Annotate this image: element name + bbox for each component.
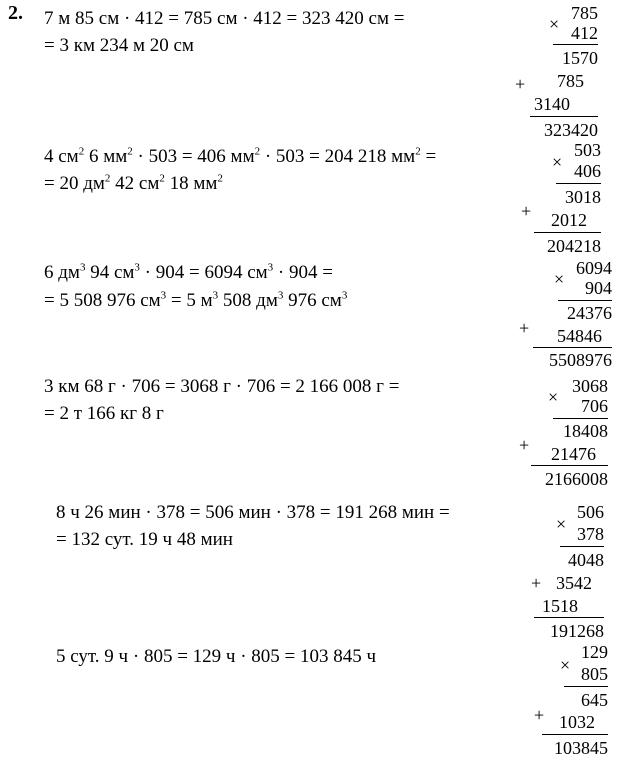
times-sign: × (560, 655, 571, 675)
partial-product: 21476 (551, 444, 596, 464)
multiplier: 805 (581, 664, 608, 684)
equation-2-line-1 (44, 146, 436, 168)
multiplier: 378 (577, 524, 604, 544)
equation-1-line-2 (44, 35, 194, 57)
product-result: 204218 (547, 236, 601, 256)
product-result: 5508976 (549, 350, 612, 370)
superscript: 3 (267, 261, 274, 274)
equation-text: 8 ч 26 мин · 378 = 506 мин · 378 = 191 268 мин = (56, 502, 450, 523)
equation-text: 7 м 85 см · 412 = 785 см · 412 = 323 420 см = (44, 8, 405, 29)
superscript: 2 (159, 172, 165, 185)
equation-3-line-2 (44, 290, 347, 312)
superscript: 3 (212, 289, 219, 302)
partial-product: 645 (581, 690, 608, 710)
multiplier: 406 (574, 161, 601, 181)
product-result: 323420 (544, 120, 598, 140)
superscript: 3 (277, 289, 284, 302)
multiplicand: 785 (571, 3, 598, 23)
superscript: 2 (254, 145, 261, 158)
plus-sign: + (515, 74, 526, 94)
plus-sign: + (521, 201, 532, 221)
equation-5-line-2 (56, 529, 233, 551)
equation-text: 18 мм (164, 173, 218, 194)
partial-product: 2012 (551, 210, 587, 230)
equation-text: = (420, 146, 437, 167)
rule-line (534, 232, 601, 233)
equation-text: = 3 км 234 м 20 см (44, 35, 194, 56)
superscript: 3 (79, 261, 86, 274)
equation-text: 508 дм (218, 290, 278, 311)
equation-text: 6 мм (84, 146, 128, 167)
times-sign: × (548, 387, 559, 407)
multiplier: 904 (585, 278, 612, 298)
product-result: 103845 (554, 738, 608, 758)
multiplier: 412 (571, 23, 598, 43)
rule-line (533, 347, 612, 348)
partial-product: 1032 (559, 712, 595, 732)
superscript: 2 (104, 172, 111, 185)
superscript: 2 (415, 145, 421, 158)
partial-product: 3140 (534, 94, 570, 114)
rule-line (542, 734, 608, 735)
plus-sign: + (534, 705, 545, 725)
superscript: 3 (341, 289, 348, 302)
equation-text: 94 см (85, 262, 135, 283)
rule-line (531, 465, 608, 466)
equation-text: · 904 = 6094 см (139, 262, 268, 283)
multiplier: 706 (581, 396, 608, 416)
multiplicand: 503 (574, 140, 601, 160)
times-sign: × (556, 514, 567, 534)
equation-text: · 904 = (273, 262, 333, 283)
multiplicand: 6094 (576, 258, 612, 278)
plus-sign: + (519, 318, 530, 338)
equation-4-line-2 (44, 403, 164, 425)
rule-line (560, 546, 604, 547)
rule-line (530, 116, 598, 117)
rule-line (553, 418, 608, 419)
partial-product: 1570 (562, 48, 598, 68)
partial-product: 3542 (556, 573, 592, 593)
equation-text: 4 см (44, 146, 79, 167)
equation-6-line-1 (56, 646, 376, 668)
equation-4-line-1 (44, 376, 399, 398)
equation-text: = 20 дм (44, 173, 105, 194)
partial-product: 18408 (563, 421, 608, 441)
equation-3-line-1 (44, 262, 333, 284)
equation-text: 42 см (110, 173, 160, 194)
partial-product: 24376 (567, 303, 612, 323)
equation-2-line-2 (44, 173, 223, 195)
equation-text: = 5 м (166, 290, 213, 311)
times-sign: × (552, 152, 563, 172)
superscript: 2 (78, 145, 85, 158)
multiplicand: 506 (577, 502, 604, 522)
partial-product: 3018 (565, 187, 601, 207)
times-sign: × (554, 269, 565, 289)
product-result: 191268 (550, 621, 604, 641)
equation-text: 5 сут. 9 ч · 805 = 129 ч · 805 = 103 845 ч (56, 646, 377, 667)
rule-line (534, 617, 604, 618)
partial-product: 785 (557, 71, 584, 91)
superscript: 2 (127, 145, 133, 158)
plus-sign: + (531, 573, 542, 593)
equation-text: = 5 508 976 см (44, 290, 161, 311)
rule-line (556, 183, 601, 184)
superscript: 3 (134, 261, 140, 274)
rule-line (564, 686, 608, 687)
equation-text: 6 дм (44, 262, 80, 283)
partial-product: 1518 (542, 596, 578, 616)
plus-sign: + (519, 435, 530, 455)
equation-1-line-1 (44, 8, 404, 30)
problem-number: 2. (8, 2, 23, 24)
rule-line (553, 44, 598, 45)
multiplicand: 129 (581, 642, 608, 662)
superscript: 3 (160, 289, 167, 302)
partial-product: 4048 (568, 550, 604, 570)
rule-line (558, 300, 612, 301)
equation-text: = 132 сут. 19 ч 48 мин (56, 529, 233, 550)
equation-5-line-1 (56, 502, 450, 524)
multiplicand: 3068 (572, 376, 608, 396)
equation-text: 3 км 68 г · 706 = 3068 г · 706 = 2 166 008 г = (44, 376, 400, 397)
superscript: 2 (217, 172, 223, 185)
product-result: 2166008 (545, 469, 608, 489)
equation-text: 976 см (283, 290, 342, 311)
equation-text: · 503 = 406 мм (132, 146, 255, 167)
times-sign: × (549, 14, 560, 34)
equation-text: · 503 = 204 218 мм (260, 146, 416, 167)
equation-text: = 2 т 166 кг 8 г (44, 403, 164, 424)
partial-product: 54846 (557, 326, 602, 346)
